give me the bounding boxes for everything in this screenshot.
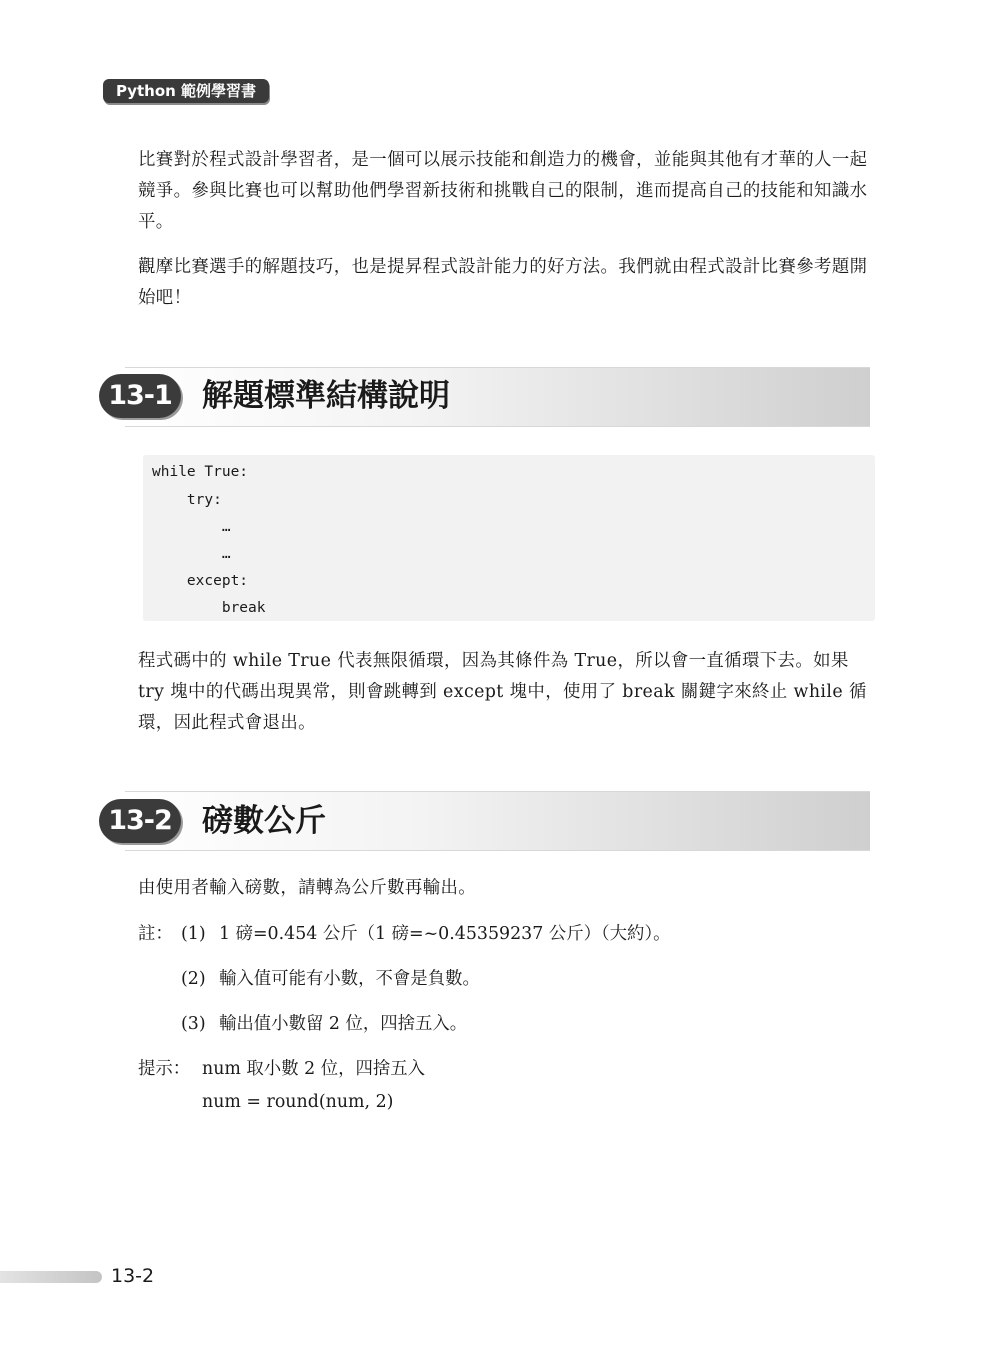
code-line: … xyxy=(152,546,231,562)
code-line: … xyxy=(152,519,231,535)
note-text: 輸入值可能有小數，不會是負數。 xyxy=(219,969,480,989)
note-number: (2) xyxy=(181,969,206,989)
note-text: 輸出值小數留 2 位，四捨五入。 xyxy=(219,1014,468,1034)
intro-paragraph-1: 比賽對於程式設計學習者，是一個可以展示技能和創造力的機會，並能與其他有才華的人一起競爭。參與比賽也可以幫助他們學習新技術和挑戰自己的限制，進而提高自己的技能和知識水平。 xyxy=(138,150,868,232)
page-number: 13-2 xyxy=(111,1265,155,1287)
code-line: break xyxy=(152,600,266,616)
code-line: while True: xyxy=(152,464,249,480)
intro-paragraph-2: 觀摩比賽選手的解題技巧，也是提昇程式設計能力的好方法。我們就由程式設計比賽參考題開始吧！ xyxy=(138,257,868,308)
note-number: (3) xyxy=(181,1014,206,1034)
book-title-badge: Python 範例學習書 xyxy=(103,79,269,103)
section-1-number: 13-1 xyxy=(99,374,181,418)
section-2-title: 磅數公斤 xyxy=(202,803,326,839)
section-1-title: 解題標準結構說明 xyxy=(202,378,450,414)
note-label: 註： xyxy=(138,924,173,944)
hint-line: num 取小數 2 位，四捨五入 xyxy=(202,1059,426,1079)
code-line: try: xyxy=(152,492,222,508)
note-number: (1) xyxy=(181,924,206,944)
section-2-number: 13-2 xyxy=(99,799,181,843)
hint-line: num = round(num, 2) xyxy=(202,1092,394,1112)
footer-bar xyxy=(0,1271,102,1283)
hint-label: 提示： xyxy=(138,1059,191,1079)
code-line: except: xyxy=(152,573,249,589)
section-1-explanation: 程式碼中的 while True 代表無限循環，因為其條件為 True，所以會一直循環下去。如果 try 塊中的代碼出現異常，則會跳轉到 except 塊中，使用了 break 關鍵字來終止 while 循環，因此程式會退出。 xyxy=(138,651,867,733)
section-2-description: 由使用者輸入磅數，請轉為公斤數再輸出。 xyxy=(138,878,477,898)
note-text: 1 磅=0.454 公斤（1 磅=~0.45359237 公斤）（大約）。 xyxy=(219,924,671,944)
code-block xyxy=(143,455,875,621)
